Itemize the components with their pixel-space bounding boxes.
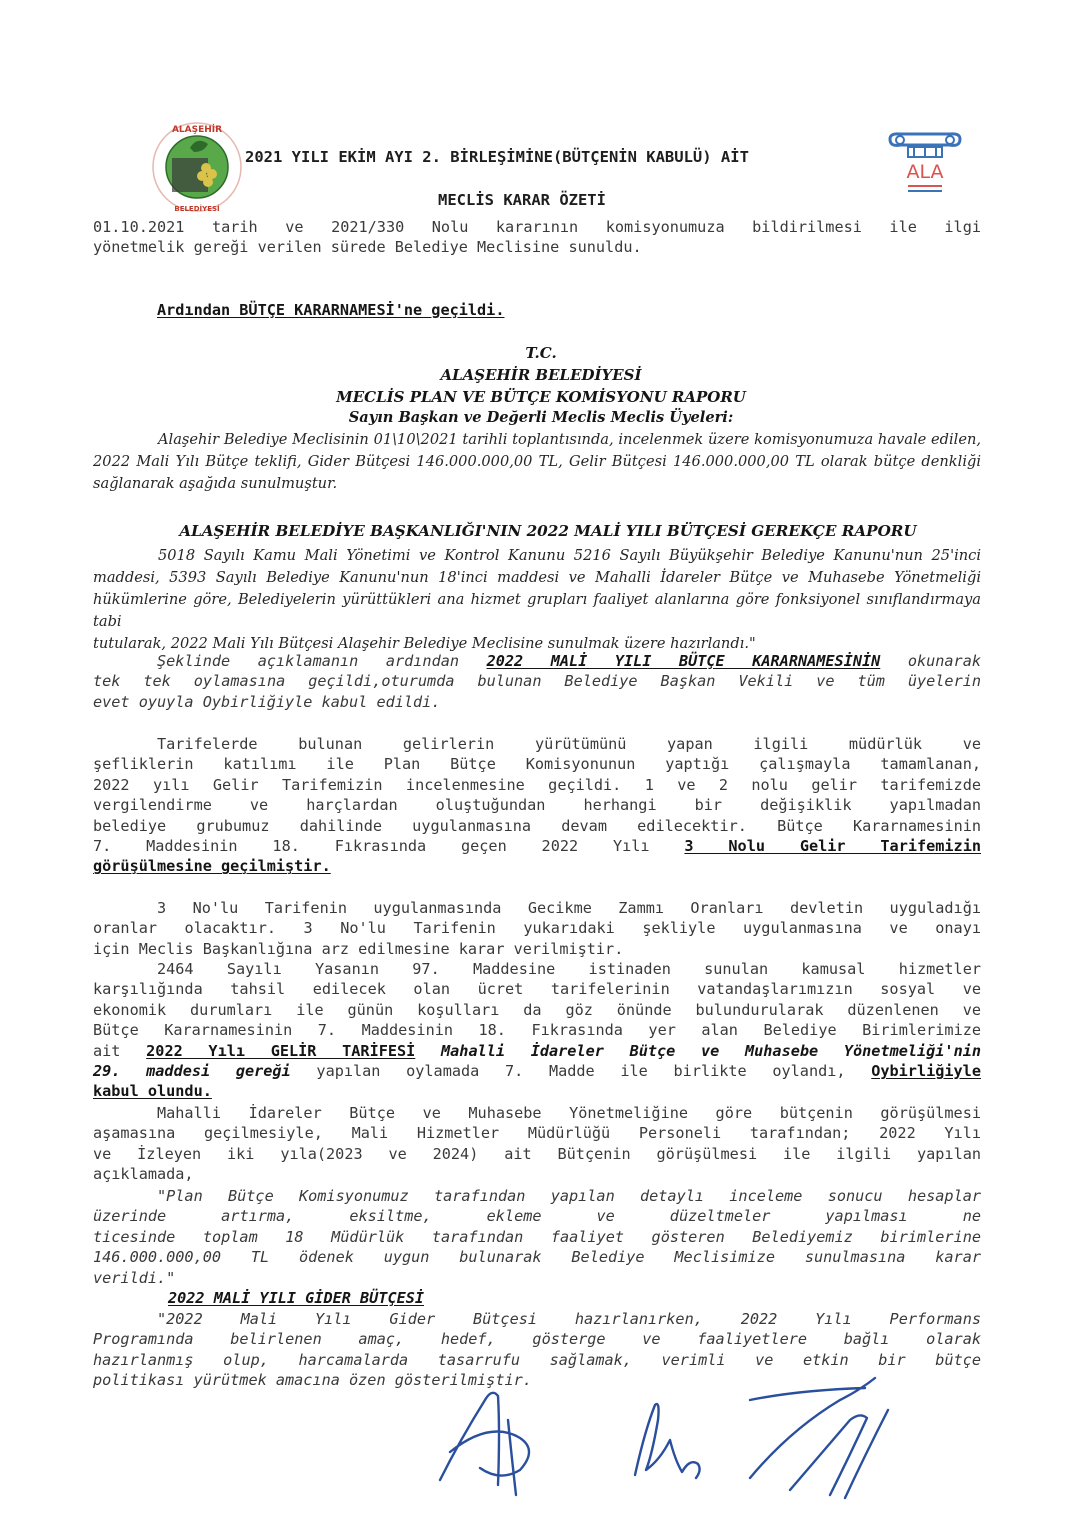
- regulation-reference: Mahalli İdareler Bütçe ve Muhasebe Yönetmeliği'nin: [441, 1041, 982, 1060]
- seal-top-text: ALAŞEHİR: [171, 125, 223, 135]
- gerekce-title: ALAŞEHİR BELEDİYE BAŞKANLIĞI'NIN 2022 MALİ YILI BÜTÇESİ GEREKÇE RAPORU: [179, 522, 917, 540]
- expense-budget-heading: 2022 MALİ YILI GİDER BÜTÇESİ: [168, 1289, 425, 1307]
- ala-logo-text: ALA: [906, 161, 944, 183]
- law-line6-mid: yapılan oylamada 7. Madde ile birlikte oylandı,: [316, 1062, 846, 1081]
- gerekce-body: [93, 545, 981, 655]
- law-line: ekonomik durumları ile günün koşulları da göz önünde bulundurularak düzenlenen ve: [93, 1000, 981, 1019]
- mahalli-line: aşamasına geçilmesiyle, Mali Hizmetler Müdürlüğü Personeli tarafından; 2022 Yılı: [93, 1124, 981, 1143]
- gerekce-line: maddesi, 5393 Sayılı Belediye Kanunu'nun 18'inci maddesi ve Mahalli İdareler Bütçe ve Muhasebe Yönetmeliği: [93, 569, 981, 586]
- report-line: sağlanarak aşağıda sunulmuştur.: [93, 475, 338, 492]
- tariff-line: belediye grubumuz dahilinde uygulanmasına devam edilecektir. Bütçe Kararnamesinin: [93, 816, 981, 835]
- mahalli-paragraph: [93, 1103, 981, 1185]
- expense-line: politikası yürütmek amacına özen gösterilmiştir.: [93, 1371, 532, 1390]
- tariff3-line: için Meclis Başkanlığına arz edilmesine karar verilmiştir.: [93, 939, 624, 958]
- tariff-line: 2022 yılı Gelir Tarifemizin incelenmesine geçildi. 1 ve 2 nolu gelir tarifemizde: [93, 775, 981, 794]
- quote-line: "Plan Bütçe Komisyonumuz tarafından yapılan detaylı inceleme sonucu hesaplar: [157, 1187, 981, 1205]
- tariff-paragraph: [93, 734, 981, 877]
- report-org: ALAŞEHİR BELEDİYESİ: [440, 366, 642, 384]
- intro-line: 01.10.2021 tarih ve 2021/330 Nolu kararının komisyonumuza bildirilmesi ile ilgi: [93, 218, 981, 236]
- tariff-discussion-highlight: görüşülmesine geçilmiştir.: [93, 857, 331, 876]
- law-line5-pre: ait: [93, 1041, 121, 1060]
- report-line: 2022 Mali Yılı Bütçe teklifi, Gider Bütçesi 146.000.000,00 TL, Gelir Bütçesi 146.000.000,00 TL olarak bütçe denkliği: [93, 453, 981, 470]
- article-29-reference: 29. maddesi gereği: [93, 1062, 291, 1081]
- vote-post: okunarak: [907, 652, 981, 670]
- law-line: 2464 Sayılı Yasanın 97. Maddesine istinaden sunulan kamusal hizmetler: [157, 960, 981, 978]
- seal-bottom-text: BELEDİYESİ: [174, 205, 220, 213]
- signature-2: [635, 1404, 700, 1478]
- vote-line: tek tek oylamasına geçildi,oturumda bulunan Belediye Başkan Vekili ve tüm üyelerin: [93, 672, 981, 691]
- law2464-paragraph: [93, 959, 981, 1102]
- mahalli-line: ve İzleyen iki yıla(2023 ve 2024) ait Bütçenin görüşülmesi ile ilgili yapılan: [93, 1144, 981, 1163]
- right-ala-logo: [884, 131, 966, 197]
- intro-paragraph: [93, 217, 981, 258]
- report-salutation: Sayın Başkan ve Değerli Meclis Meclis Üyeleri:: [348, 409, 734, 426]
- law-line: karşılığında tahsil edilecek olan ücret tarifelerinin vatandaşlarımızın sosyal ve: [93, 980, 981, 999]
- quote-line: 146.000.000,00 TL ödenek uygun bulunarak Belediye Meclisimize sunulmasına karar: [93, 1248, 981, 1267]
- budget-decree-highlight: 2022 MALİ YILI BÜTÇE KARARNAMESİNİN: [486, 652, 881, 670]
- tariff-3-highlight: 3 Nolu Gelir Tarifemizin: [684, 837, 981, 856]
- report-commission: MECLİS PLAN VE BÜTÇE KOMİSYONU RAPORU: [336, 388, 746, 406]
- expense-line: hazırlanmış olup, harcamalarda tasarrufu sağlamak, verimli ve etkin bir bütçe: [93, 1350, 981, 1369]
- vote-line: evet oyuyla Oybirliğiyle kabul edildi.: [93, 692, 441, 711]
- tariff-line6-pre: 7. Maddesinin 18. Fıkrasında geçen 2022 Yılı: [93, 837, 650, 856]
- tariff3-line: oranlar olacaktır. 3 No'lu Tarifenin yukarıdaki şekliyle uygulanmasına ve onayı: [93, 919, 981, 938]
- commission-quote: [93, 1186, 981, 1288]
- document-subtitle: MECLİS KARAR ÖZETİ: [438, 191, 606, 209]
- report-line: Alaşehir Belediye Meclisinin 01\10\2021 tarihli toplantısında, incelenmek üzere komisyonumuza havale edilen,: [158, 431, 981, 448]
- signature-1: [440, 1393, 529, 1495]
- document-title: 2021 YILI EKİM AYI 2. BİRLEŞİMİNE(BÜTÇENİN KABULÜ) AİT: [245, 148, 749, 166]
- tariff-line: Tarifelerde bulunan gelirlerin yürütümünü yapan ilgili müdürlük ve: [157, 735, 981, 753]
- revenue-tariff-highlight: 2022 Yılı GELİR TARİFESİ: [146, 1041, 416, 1060]
- tariff3-line: 3 No'lu Tarifenin uygulanmasında Gecikme Zammı Oranları devletin uyguladığı: [157, 899, 981, 917]
- quote-line: verildi.": [93, 1268, 176, 1287]
- gerekce-line: 5018 Sayılı Kamu Mali Yönetimi ve Kontrol Kanunu 5216 Sayılı Büyükşehir Belediye Kanunu'nun 25'inci: [158, 547, 981, 564]
- tariff-line: vergilendirme ve harçlardan oluştuğundan herhangi bir değişiklik yapılmadan: [93, 796, 981, 815]
- transition-heading: Ardından BÜTÇE KARARNAMESİ'ne geçildi.: [157, 301, 505, 319]
- tariff-line: şefliklerin katılımı ile Plan Bütçe Komisyonunun yaptığı çalışmayla tamamlanan,: [93, 755, 981, 774]
- vote-pre: Şeklinde açıklamanın ardından: [157, 652, 459, 670]
- unanimous-highlight: Oybirliğiyle: [871, 1062, 981, 1081]
- mahalli-line: açıklamada,: [93, 1165, 194, 1184]
- report-tc: T.C.: [525, 344, 557, 362]
- expense-line: "2022 Mali Yılı Gider Bütçesi hazırlanırken, 2022 Yılı Performans: [157, 1310, 981, 1328]
- expense-line: Programında belirlenen amaç, hedef, gösterge ve faaliyetlere bağlı olarak: [93, 1330, 981, 1349]
- mahalli-line: Mahalli İdareler Bütçe ve Muhasebe Yönetmeliğine göre bütçenin görüşülmesi: [157, 1104, 981, 1122]
- tariff3-paragraph: [93, 898, 981, 959]
- vote-paragraph: [93, 651, 981, 712]
- gerekce-line: tutularak, 2022 Mali Yılı Bütçesi Alaşehir Belediye Meclisine sunulmak üzere hazırlandı.": [93, 635, 756, 652]
- signature-3: [750, 1378, 888, 1498]
- quote-line: ticesinde toplam 18 Müdürlük tarafından faaliyet gösteren Belediyemiz birimlerine: [93, 1227, 981, 1246]
- signatures: [420, 1360, 940, 1510]
- accepted-highlight: kabul olundu.: [93, 1082, 212, 1101]
- law-line: Bütçe Kararnamesinin 7. Maddesinin 18. Fıkrasında yer alan Belediye Birimlerimize: [93, 1021, 981, 1040]
- gerekce-line: hükümlerine göre, Belediyelerin yürüttükleri ana hizmet grupları faaliyet alanlarına göre fonksiyonel sınıflandırmaya tabi: [93, 591, 981, 630]
- intro-line: yönetmelik gereği verilen sürede Belediye Meclisine sunuldu.: [93, 238, 642, 257]
- left-municipal-seal: [150, 118, 245, 216]
- report-body: [93, 429, 981, 495]
- quote-line: üzerinde artırma, eksiltme, ekleme ve düzeltmeler yapılması ne: [93, 1207, 981, 1226]
